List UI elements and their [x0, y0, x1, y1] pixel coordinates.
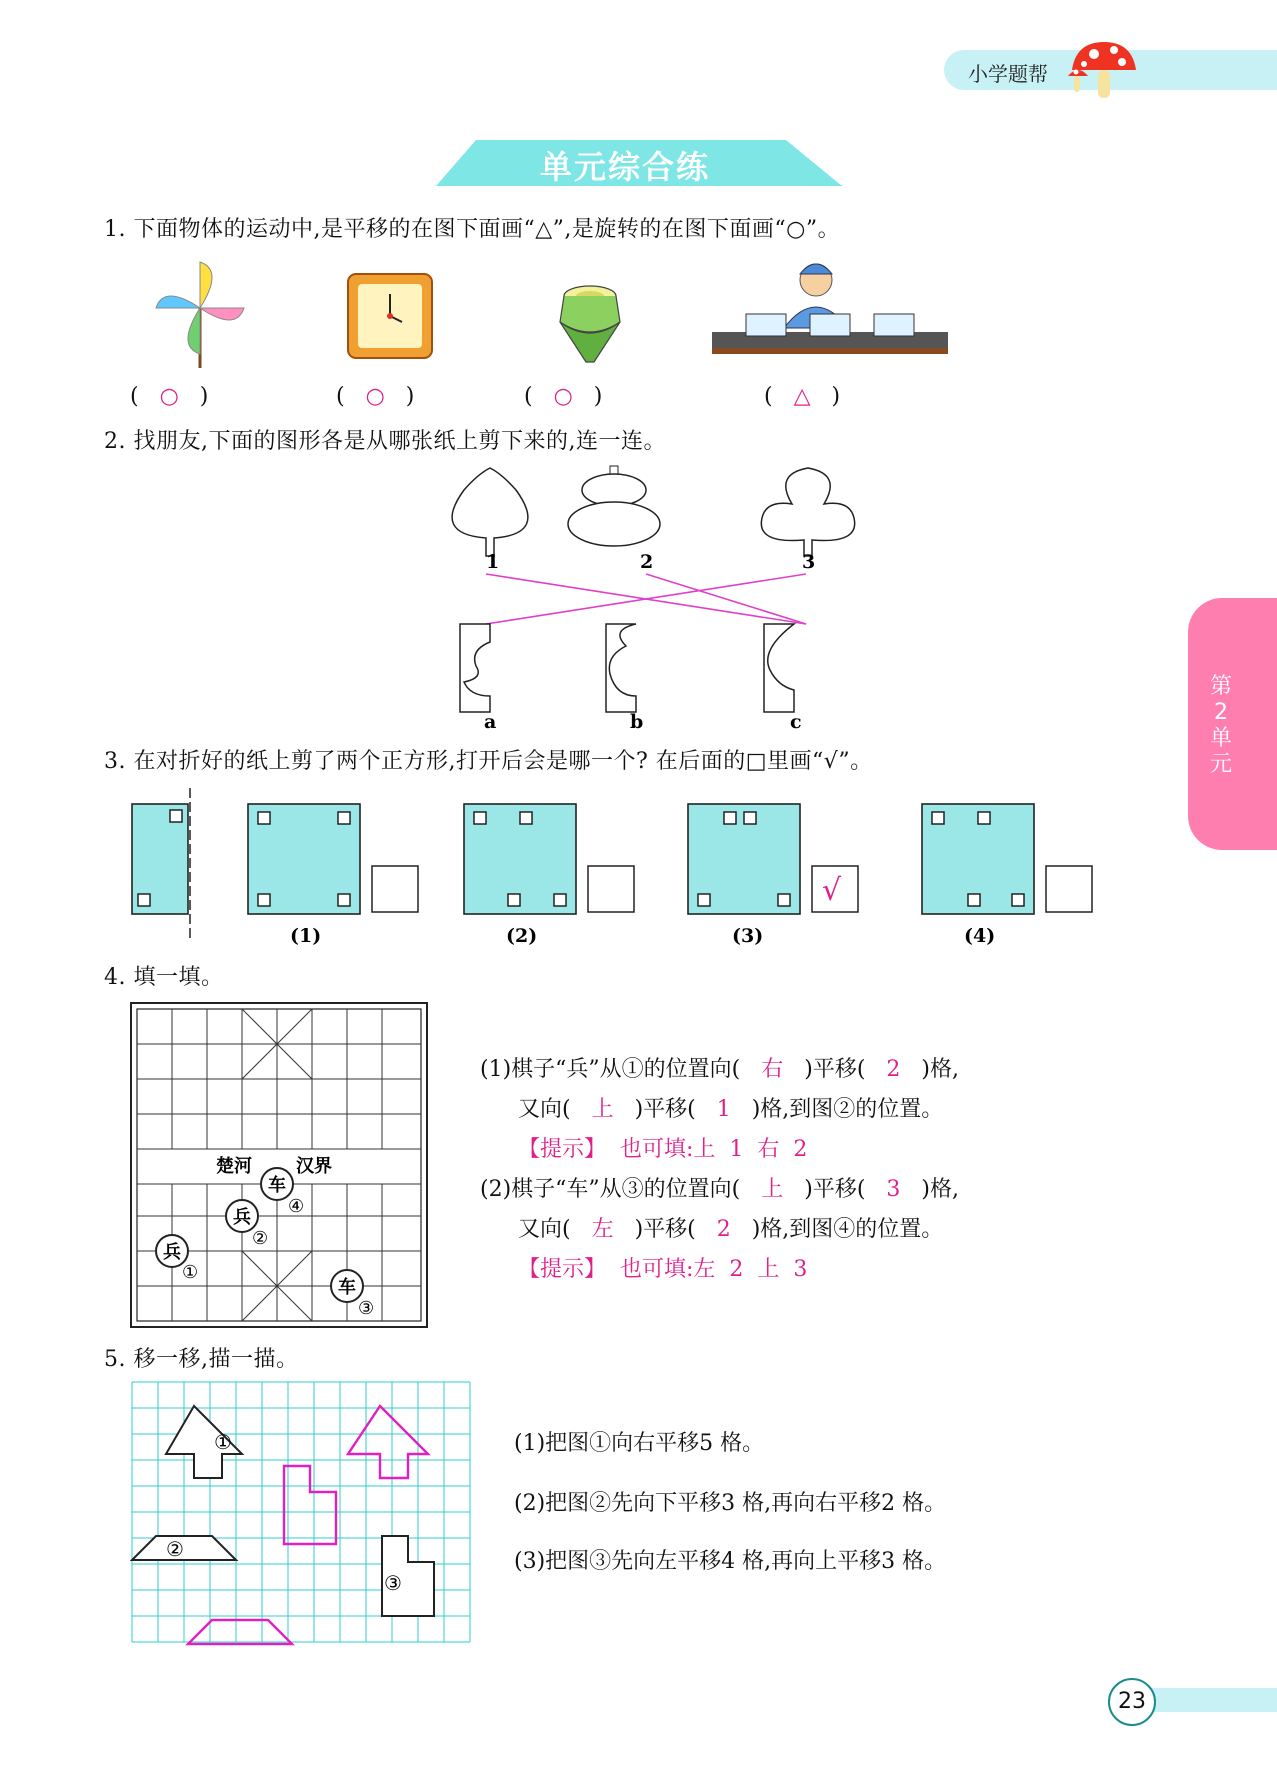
q4-p1-text-c: )格, — [921, 1057, 959, 1082]
option-2 — [464, 804, 634, 914]
brand-label: 小学题帮 — [968, 62, 1048, 86]
q4-part1-line2 — [518, 1092, 943, 1123]
connect-line-2-c — [646, 574, 806, 624]
top-label-3: 3 — [802, 551, 816, 573]
unit-label: 第2单元 — [1209, 674, 1232, 777]
q1-answer-4-mark: △ — [793, 384, 811, 409]
q4-p1-text-f: )格,到图②的位置。 — [751, 1097, 944, 1122]
q1-answer-3-mark: ○ — [553, 384, 573, 409]
shape-2-trapezoid — [132, 1536, 236, 1561]
q1-answer-2: ( ○ ) — [336, 384, 415, 409]
spinning-top-icon — [550, 282, 630, 366]
q4-p1-answer-3: 上 — [591, 1097, 614, 1122]
q4-p1-text-e: )平移( — [634, 1097, 696, 1122]
q4-p1-answer-1: 右 — [761, 1057, 784, 1082]
option-4-label: (4) — [964, 925, 996, 947]
folded-paper — [132, 788, 190, 938]
q1-answer-3: ( ○ ) — [524, 384, 603, 409]
q5-instruction-1: (1)把图①向右平移5 格。 — [514, 1431, 765, 1456]
shape-1-label: ① — [214, 1430, 232, 1454]
page-number: 23 — [1108, 1678, 1156, 1726]
option-1-label: (1) — [290, 925, 322, 947]
option-4-checkbox[interactable] — [1046, 866, 1092, 912]
paper-c — [764, 624, 794, 712]
q1-answer-1-mark: ○ — [159, 384, 179, 409]
q4-p1-text-d: 又向( — [518, 1097, 571, 1122]
q5-instruction-2: (2)把图②先向下平移3 格,再向右平移2 格。 — [514, 1491, 947, 1516]
q4-p1-hint-text: 也可填:上 1 右 2 — [620, 1137, 808, 1162]
mark-4: ④ — [288, 1196, 305, 1217]
piece-che-4-text: 车 — [268, 1175, 286, 1196]
pinwheel-icon — [150, 256, 250, 368]
page-title: 单元综合练 — [540, 148, 711, 186]
piece-bing-2-text: 兵 — [233, 1207, 251, 1228]
q4-p2-hint-tag: 【提示】 — [518, 1257, 607, 1282]
piece-bing-1-text: 兵 — [163, 1242, 181, 1263]
q4-part1-hint — [518, 1132, 807, 1163]
q5-grid-figure — [130, 1380, 490, 1652]
q4-p1-text-a: (1)棋子“兵”从①的位置向( — [480, 1057, 741, 1082]
shape-2-label: ② — [166, 1537, 184, 1561]
clock-icon — [346, 272, 434, 360]
q4-p1-hint-tag: 【提示】 — [518, 1137, 607, 1162]
shape-2 — [568, 466, 660, 546]
worker-conveyor-belt-icon — [712, 256, 948, 366]
q4-p2-hint-text: 也可填:左 2 上 3 — [620, 1257, 808, 1282]
q5-prompt: 5. 移一移,描一描。 — [104, 1347, 299, 1372]
shape-1-arrow — [166, 1406, 242, 1478]
shape-3-polygon — [382, 1536, 434, 1616]
bottom-label-a: a — [484, 711, 497, 730]
q4-p2-answer-4: 2 — [716, 1217, 731, 1242]
option-1 — [248, 804, 418, 914]
q4-part2-line2 — [518, 1212, 943, 1243]
q3-figure — [128, 788, 1128, 952]
top-label-1: 1 — [486, 551, 500, 573]
shape-3-label: ③ — [384, 1571, 402, 1595]
q4-part2-line1 — [480, 1172, 959, 1203]
q4-p2-answer-1: 上 — [761, 1177, 784, 1202]
shape-3 — [761, 468, 854, 556]
q4-p2-text-d: 又向( — [518, 1217, 571, 1242]
option-3-label: (3) — [732, 925, 764, 947]
option-1-checkbox[interactable] — [372, 866, 418, 912]
shape-3-translated — [284, 1466, 336, 1544]
q1-prompt: 1. 下面物体的运动中,是平移的在图下面画“△”,是旋转的在图下面画“○”。 — [104, 217, 841, 242]
q3-prompt: 3. 在对折好的纸上剪了两个正方形,打开后会是哪一个? 在后面的□里画“√”。 — [104, 749, 873, 774]
river-left-label: 楚河 — [216, 1156, 252, 1177]
q4-p1-text-b: )平移( — [804, 1057, 866, 1082]
q4-p2-text-b: )平移( — [804, 1177, 866, 1202]
chessboard-figure — [130, 1002, 430, 1330]
river-right-label: 汉界 — [296, 1156, 332, 1177]
q4-p1-answer-2: 2 — [886, 1057, 901, 1082]
paper-a — [460, 624, 490, 712]
q4-p2-text-f: )格,到图④的位置。 — [751, 1217, 944, 1242]
q2-prompt: 2. 找朋友,下面的图形各是从哪张纸上剪下来的,连一连。 — [104, 429, 666, 454]
q4-p1-answer-4: 1 — [716, 1097, 731, 1122]
q4-p2-answer-2: 3 — [886, 1177, 901, 1202]
piece-che-3-text: 车 — [338, 1277, 356, 1298]
q4-p2-answer-3: 左 — [591, 1217, 614, 1242]
option-3-checkmark: √ — [822, 873, 842, 908]
option-2-checkbox[interactable] — [588, 866, 634, 912]
q4-p2-text-c: )格, — [921, 1177, 959, 1202]
q5-instruction-3: (3)把图③先向左平移4 格,再向上平移3 格。 — [514, 1549, 947, 1574]
top-label-2: 2 — [640, 551, 654, 573]
option-4 — [922, 804, 1092, 914]
q1-answer-1: ( ○ ) — [130, 384, 209, 409]
mark-3: ③ — [358, 1298, 375, 1319]
q4-prompt: 4. 填一填。 — [104, 965, 224, 990]
q1-answer-2-mark: ○ — [365, 384, 385, 409]
bottom-label-b: b — [630, 711, 644, 730]
q4-p2-text-a: (2)棋子“车”从③的位置向( — [480, 1177, 741, 1202]
option-3 — [688, 804, 858, 914]
q2-matching-figure — [430, 460, 870, 730]
option-2-label: (2) — [506, 925, 538, 947]
shape-1-translated — [348, 1406, 428, 1478]
unit-side-tab — [1188, 598, 1277, 850]
q4-part2-hint — [518, 1252, 807, 1283]
shape-2-translated — [188, 1620, 292, 1644]
mushroom-icon — [1060, 34, 1150, 104]
bottom-label-c: c — [790, 711, 802, 730]
shape-1 — [452, 468, 528, 556]
q4-p2-text-e: )平移( — [634, 1217, 696, 1242]
q4-part1-line1 — [480, 1052, 959, 1083]
mark-1: ① — [182, 1262, 199, 1283]
q1-answer-4: ( △ ) — [764, 384, 841, 409]
mark-2: ② — [252, 1228, 269, 1249]
paper-b — [606, 624, 636, 712]
